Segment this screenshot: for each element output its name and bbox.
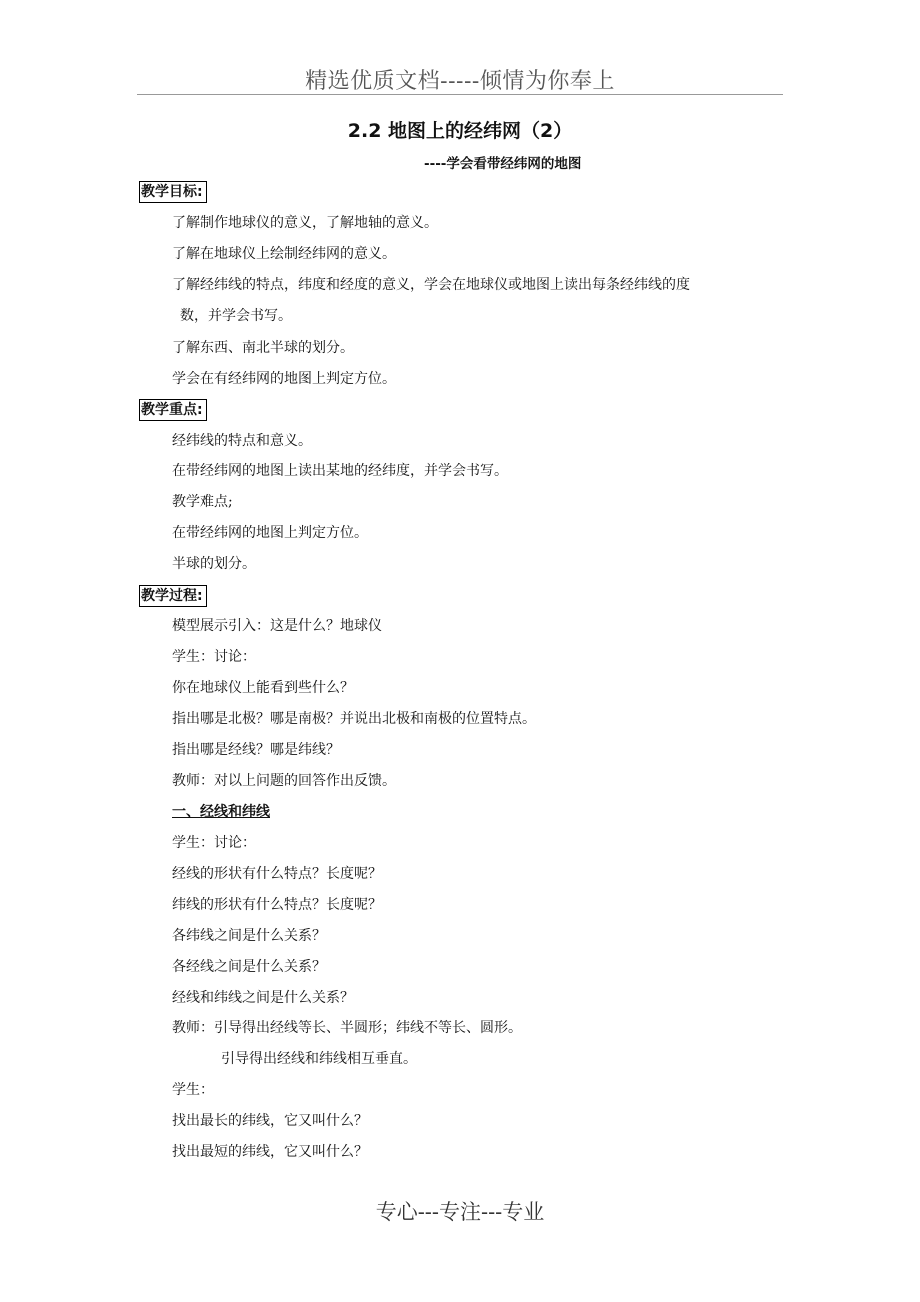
process-item: 教师：引导得出经线等长、半圆形；纬线不等长、圆形。	[172, 1020, 522, 1036]
process-item: 各纬线之间是什么关系？	[172, 928, 326, 944]
process-item: 模型展示引入：这是什么？地球仪	[172, 618, 382, 634]
subsection-heading: 一、经线和纬线	[172, 804, 270, 820]
process-item: 学生：	[172, 1082, 214, 1098]
process-item: 找出最短的纬线，它又叫什么？	[172, 1144, 368, 1160]
goal-item: 了解制作地球仪的意义，了解地轴的意义。	[172, 215, 438, 231]
process-item: 纬线的形状有什么特点？长度呢？	[172, 897, 382, 913]
page-header: 精选优质文档-----倾情为你奉上	[305, 69, 615, 94]
keypoint-item: 教学难点;	[172, 494, 233, 510]
section-label-process: 教学过程:	[139, 585, 207, 607]
process-item: 教师：对以上问题的回答作出反馈。	[172, 773, 396, 789]
goal-item: 学会在有经纬网的地图上判定方位。	[172, 371, 396, 387]
header-divider	[137, 94, 783, 95]
page-footer: 专心---专注---专业	[375, 1200, 545, 1224]
process-item: 找出最长的纬线，它又叫什么？	[172, 1113, 368, 1129]
process-item: 指出哪是经线？哪是纬线？	[172, 742, 340, 758]
process-item: 经线的形状有什么特点？长度呢？	[172, 866, 382, 882]
goal-item-continued: 数，并学会书写。	[180, 308, 292, 324]
keypoint-item: 在带经纬网的地图上判定方位。	[172, 525, 368, 541]
process-item: 你在地球仪上能看到些什么？	[172, 680, 354, 696]
process-item-indented: 引导得出经线和纬线相互垂直。	[221, 1051, 417, 1067]
section-label-goals: 教学目标:	[139, 181, 207, 203]
keypoint-item: 经纬线的特点和意义。	[172, 433, 312, 449]
process-item: 学生：讨论：	[172, 649, 256, 665]
goal-item: 了解东西、南北半球的划分。	[172, 340, 354, 356]
document-title: 2.2 地图上的经纬网（2）	[347, 120, 573, 142]
process-item: 指出哪是北极？哪是南极？并说出北极和南极的位置特点。	[172, 711, 536, 727]
goal-item: 了解经纬线的特点，纬度和经度的意义，学会在地球仪或地图上读出每条经纬线的度	[172, 277, 690, 293]
section-label-keypoints: 教学重点:	[139, 399, 207, 421]
process-item: 各经线之间是什么关系？	[172, 959, 326, 975]
document-subtitle: ----学会看带经纬网的地图	[424, 156, 582, 172]
process-item: 学生：讨论：	[172, 835, 256, 851]
process-item: 经线和纬线之间是什么关系？	[172, 990, 354, 1006]
goal-item: 了解在地球仪上绘制经纬网的意义。	[172, 246, 396, 262]
keypoint-item: 在带经纬网的地图上读出某地的经纬度，并学会书写。	[172, 463, 508, 479]
keypoint-item: 半球的划分。	[172, 556, 256, 572]
